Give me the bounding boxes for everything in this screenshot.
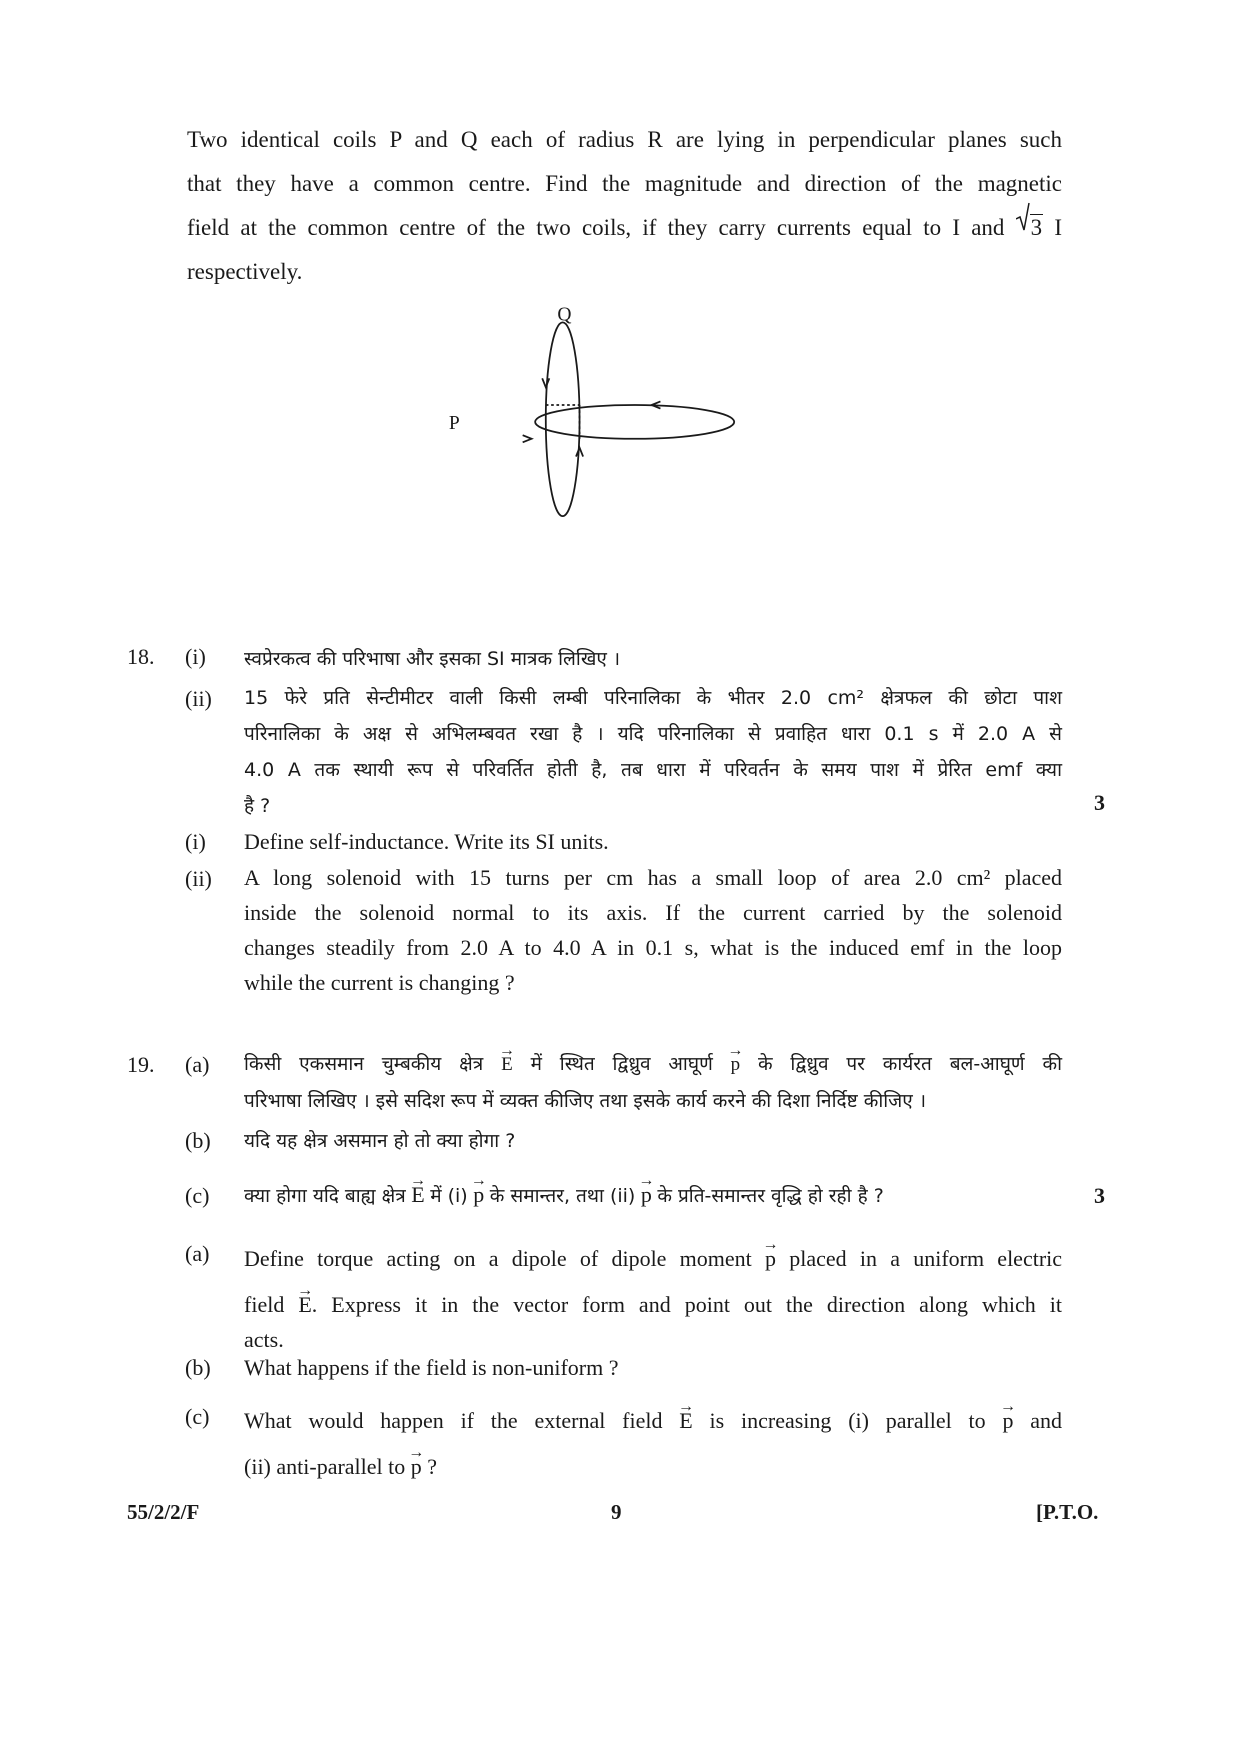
en-part: placed in a uniform electric	[789, 1246, 1063, 1271]
q19-hi-b-text	[244, 1122, 1062, 1159]
hindi-line: 15 फेरे प्रति सेन्टीमीटर वाली किसी लम्बी परिनालिका के भीतर 2.0 cm² क्षेत्रफल की छोटा पाश	[244, 687, 1062, 709]
paper-code: 55/2/2/F	[127, 1500, 200, 1524]
coil-p	[535, 405, 734, 439]
en-line: changes steadily from 2.0 A to 4.0 A in 0.1 s, what is the induced emf in the loop	[244, 935, 1062, 960]
arrow-p-right	[523, 435, 532, 442]
q18-hi-ii-label: (ii)	[185, 686, 212, 711]
q19-en-a-text-end: acts.	[244, 1327, 284, 1352]
en-part: field	[244, 1292, 285, 1317]
coil-q	[546, 322, 580, 516]
q18-en-i-text: Define self-inductance. Write its SI units.	[244, 829, 609, 854]
hindi-part: किसी एकसमान चुम्बकीय क्षेत्र	[244, 1053, 484, 1075]
en-line	[244, 1398, 1062, 1444]
en-line	[244, 1444, 1062, 1490]
q17-line: Two identical coils P and Q each of radius R are lying in perpendicular planes such	[187, 127, 1062, 152]
q19-en-b-label: (b)	[185, 1355, 211, 1380]
hindi-part: के समान्तर, तथा (ii)	[489, 1185, 636, 1207]
q17-line: that they have a common centre. Find the magnitude and direction of the magnetic	[187, 171, 1062, 196]
hindi-line: है ?	[244, 795, 271, 817]
sqrt-expression	[1016, 206, 1044, 250]
vector-E: → E	[298, 1282, 311, 1328]
q17-line	[187, 206, 1062, 250]
en-line	[244, 1236, 1062, 1282]
hindi-part: क्या होगा यदि बाह्य क्षेत्र	[244, 1185, 406, 1207]
en-part: Define torque acting on a dipole of dipole moment	[244, 1246, 752, 1271]
q19-hi-a-label: (a)	[185, 1052, 210, 1077]
arrow-q-up	[576, 448, 583, 457]
q19-hi-a-text	[244, 1046, 1062, 1119]
vector-p: → p	[411, 1444, 422, 1490]
q18-hi-i-text	[244, 640, 1062, 677]
vector-p: → p	[473, 1177, 484, 1213]
q18-en-i-label: (i)	[185, 829, 206, 854]
vector-E: → E	[411, 1177, 424, 1213]
vector-E: → E	[501, 1047, 513, 1083]
vector-p: → p	[1002, 1398, 1013, 1444]
q17-line-part: I	[1054, 215, 1063, 240]
q17-text	[187, 118, 1062, 294]
hindi-part: के प्रति-समान्तर वृद्धि हो रही है ?	[657, 1185, 884, 1207]
sqrt-value: 3	[1030, 215, 1043, 240]
arrow-q-down	[542, 378, 549, 387]
vector-p: → p	[641, 1177, 652, 1213]
hindi-line: परिभाषा लिखिए । इसे सदिश रूप में व्यक्त कीजिए तथा इसके कार्य करने की दिशा निर्दिष्ट कीजिए ।	[244, 1090, 927, 1112]
hindi-part: में स्थित द्विध्रुव आघूर्ण	[530, 1053, 713, 1075]
hindi-text: स्वप्रेरकत्व की परिभाषा और इसका SI मात्रक लिखिए ।	[244, 648, 621, 670]
vector-E: → E	[679, 1398, 692, 1444]
hindi-line: 4.0 A तक स्थायी रूप से परिवर्तित होती है, तब धारा में परिवर्तन के समय पाश में प्रेरित emf क्या	[244, 759, 1062, 781]
hindi-text: यदि यह क्षेत्र असमान हो तो क्या होगा ?	[244, 1130, 516, 1152]
q19-number: 19.	[127, 1052, 155, 1077]
en-part: ?	[427, 1454, 438, 1479]
en-line: while the current is changing ?	[244, 970, 515, 995]
en-part: is increasing (i) parallel to	[709, 1408, 986, 1433]
q19-en-c-label: (c)	[185, 1404, 210, 1429]
label-p: P	[448, 413, 460, 434]
en-part: What would happen if the external field	[244, 1408, 663, 1433]
q19-en-b-text: What happens if the field is non-uniform ?	[244, 1355, 619, 1380]
vector-p: → p	[765, 1236, 776, 1282]
label-q: Q	[557, 304, 572, 326]
q18-hi-i-label: (i)	[185, 644, 206, 669]
coils-diagram	[440, 300, 760, 590]
en-part: (ii) anti-parallel to	[244, 1454, 406, 1479]
q19-hi-c-text	[244, 1177, 1044, 1214]
q19-en-a-text	[244, 1236, 1062, 1328]
en-part: and	[1030, 1408, 1063, 1433]
q19-marks: 3	[1094, 1183, 1105, 1208]
hindi-part: में (i)	[430, 1185, 468, 1207]
q18-en-ii-label: (ii)	[185, 866, 212, 891]
q19-hi-c-label: (c)	[185, 1183, 210, 1208]
q19-en-a-label: (a)	[185, 1241, 210, 1266]
en-line: A long solenoid with 15 turns per cm has a small loop of area 2.0 cm² placed	[244, 865, 1062, 890]
pto-label: [P.T.O.	[1036, 1500, 1099, 1524]
q18-hi-ii-text	[244, 680, 1062, 824]
page-number: 9	[611, 1500, 622, 1524]
q17-line: respectively.	[187, 259, 303, 284]
hindi-line	[244, 1046, 1062, 1083]
en-line: inside the solenoid normal to its axis. If the current carried by the solenoid	[244, 900, 1062, 925]
q17-line-part: field at the common centre of the two coils, if they carry currents equal to I and	[187, 215, 1005, 240]
q18-number: 18.	[127, 644, 155, 669]
q18-marks: 3	[1094, 790, 1105, 815]
en-part: . Express it in the vector form and point out the direction along which it	[311, 1292, 1063, 1317]
vector-p: → p	[731, 1047, 741, 1083]
hindi-part: के द्विध्रुव पर कार्यरत बल-आघूर्ण की	[758, 1053, 1063, 1075]
hindi-line: परिनालिका के अक्ष से अभिलम्बवत रखा है । यदि परिनालिका से प्रवाहित धारा 0.1 s में 2.0 A से	[244, 723, 1062, 745]
q19-hi-b-label: (b)	[185, 1128, 211, 1153]
q18-en-ii-text	[244, 860, 1062, 1000]
q19-en-c-text	[244, 1398, 1062, 1490]
